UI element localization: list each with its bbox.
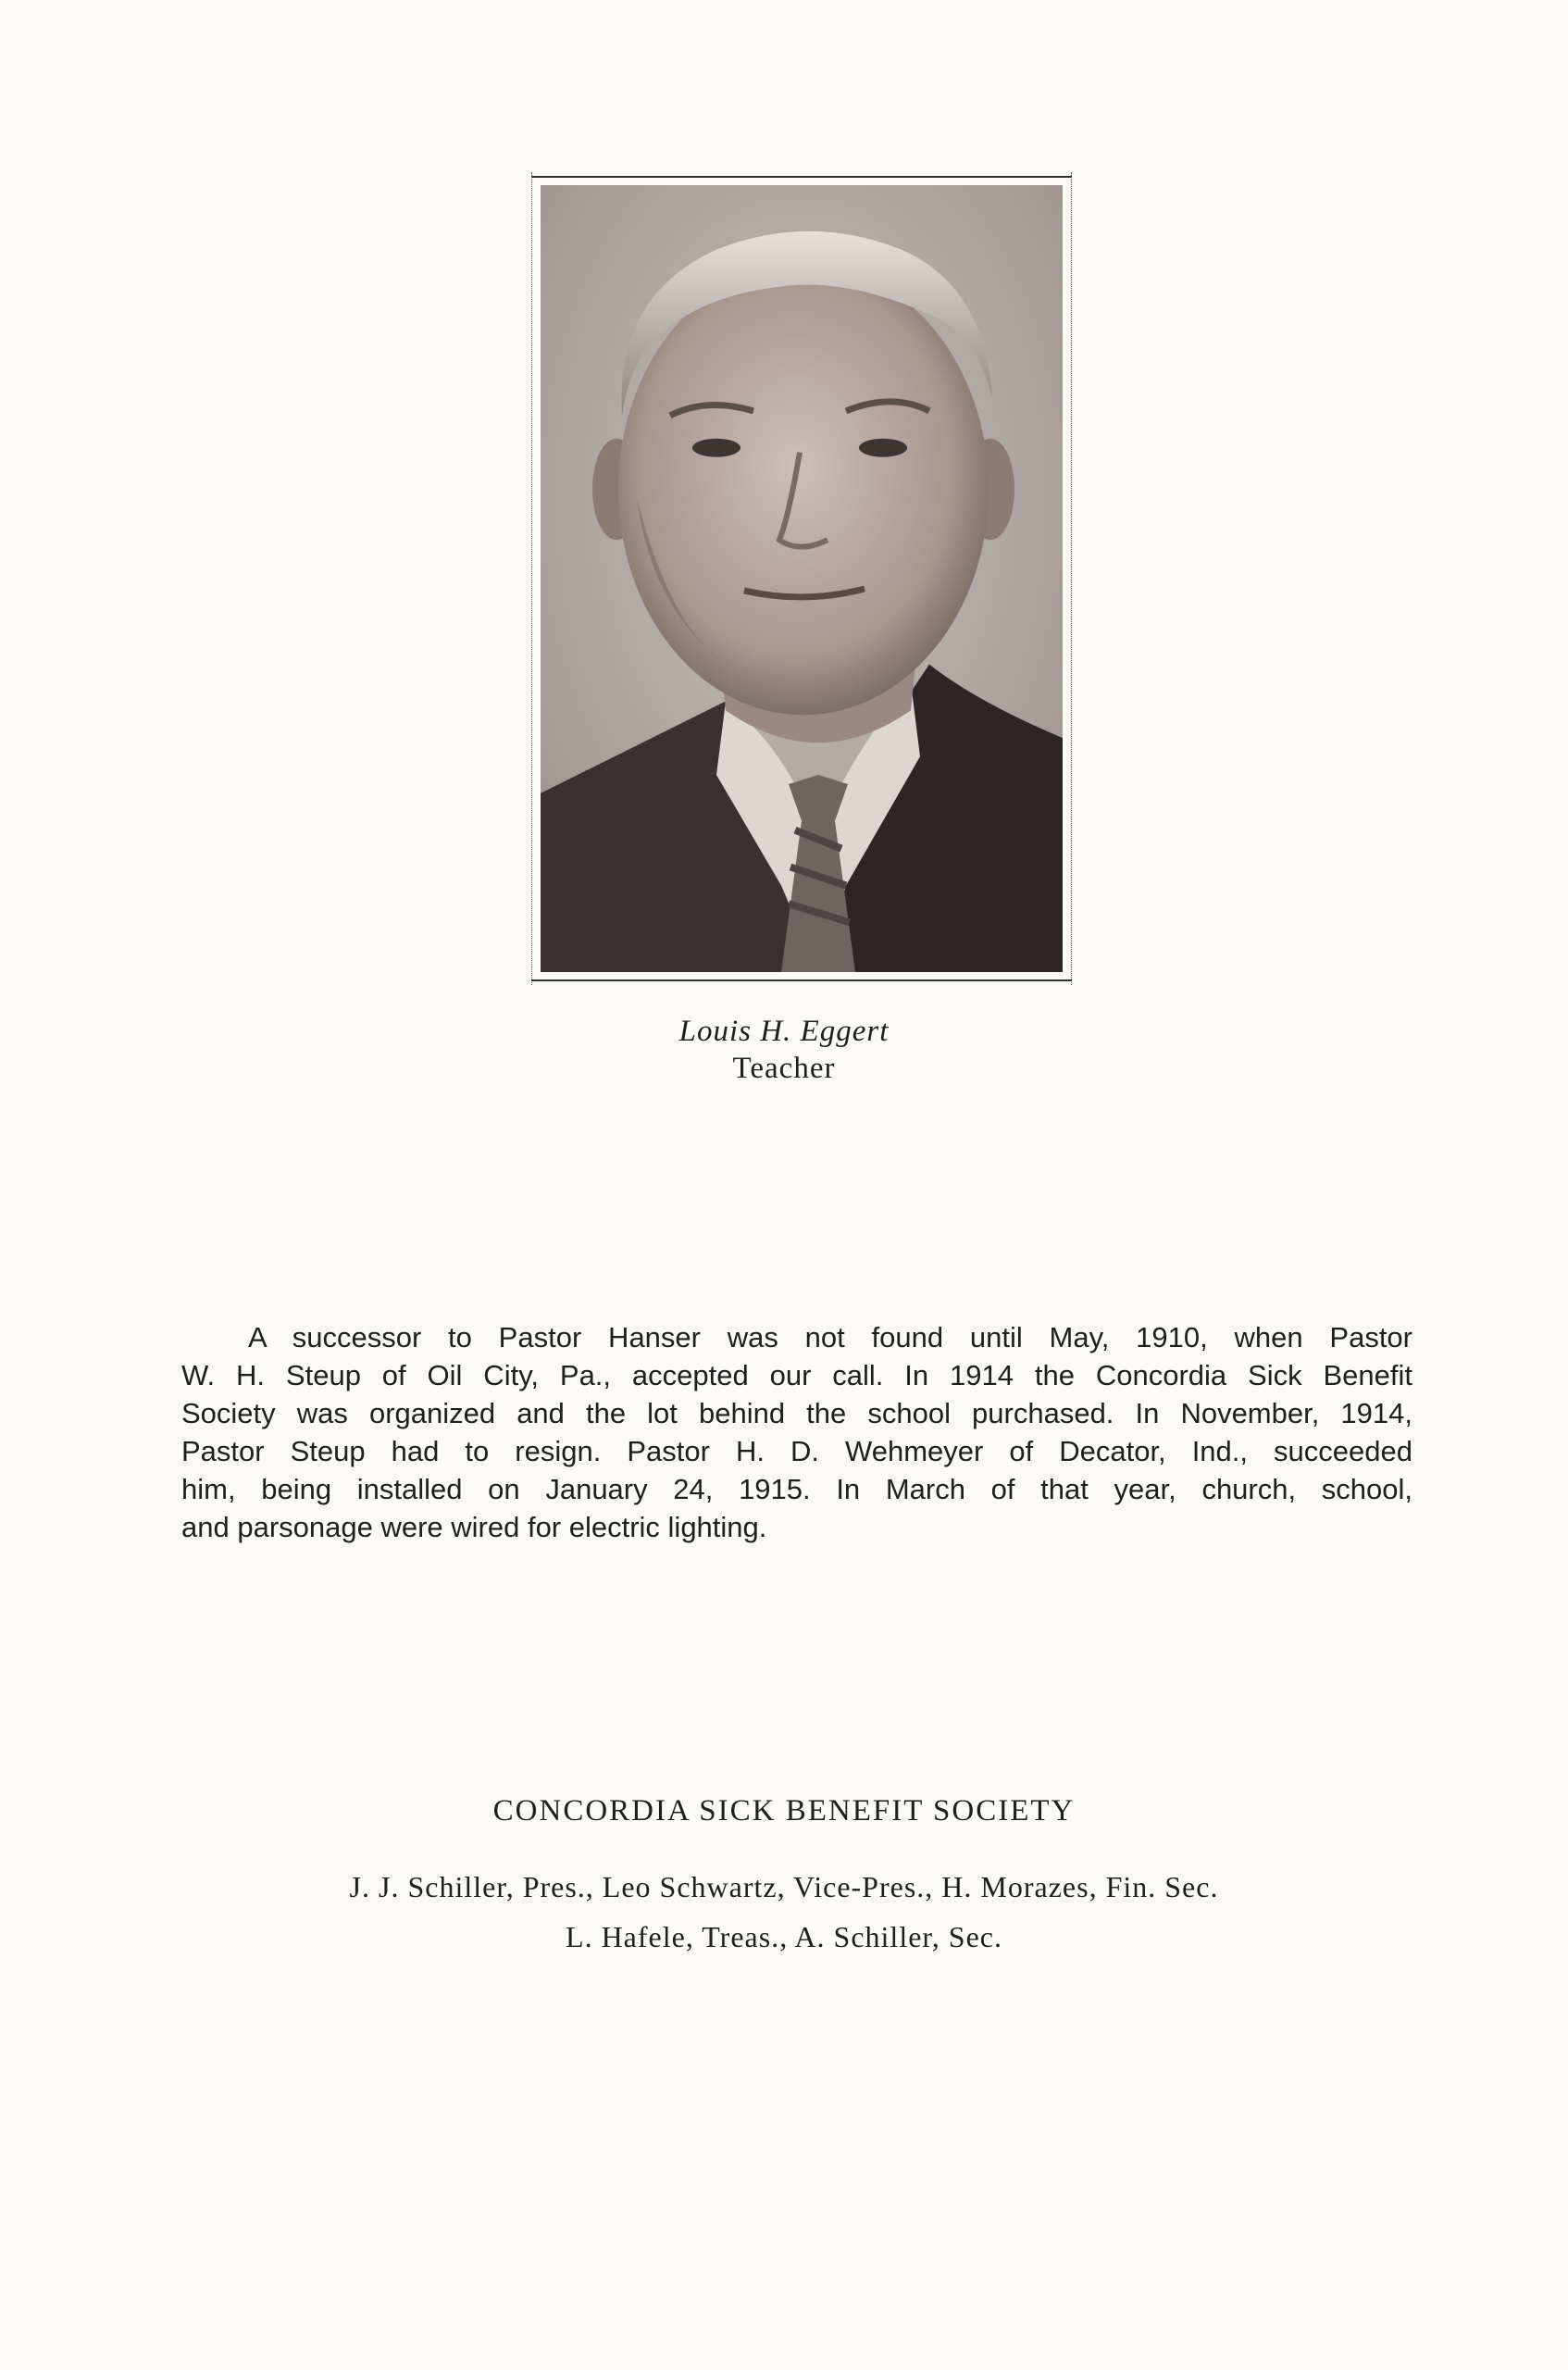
paragraph-line: Society was organized and the lot behind the school purchased. In November, 1914, <box>181 1397 1412 1429</box>
portrait-caption-name: Louis H. Eggert <box>678 1015 890 1048</box>
history-paragraph <box>181 1318 1412 1546</box>
society-officers-line: L. Hafele, Treas., A. Schiller, Sec. <box>566 1920 1002 1953</box>
paragraph-line: W. H. Steup of Oil City, Pa., accepted our call. In 1914 the Concordia Sick Benefit <box>181 1359 1412 1391</box>
portrait-frame <box>531 176 1072 981</box>
portrait-image <box>541 185 1063 972</box>
paragraph-line: A successor to Pastor Hanser was not found until May, 1910, when Pastor <box>248 1321 1412 1353</box>
society-heading: CONCORDIA SICK BENEFIT SOCIETY <box>492 1794 1076 1827</box>
portrait-photo <box>541 185 1063 972</box>
paragraph-line: and parsonage were wired for electric lighting. <box>181 1511 767 1543</box>
paragraph-line: him, being installed on January 24, 1915. In March of that year, church, school, <box>181 1473 1412 1505</box>
paragraph-line: Pastor Steup had to resign. Pastor H. D. Wehmeyer of Decator, Ind., succeeded <box>181 1435 1412 1467</box>
portrait-caption-role: Teacher <box>732 1052 836 1085</box>
society-officers-line: J. J. Schiller, Pres., Leo Schwartz, Vice-Pres., H. Morazes, Fin. Sec. <box>349 1870 1219 1903</box>
